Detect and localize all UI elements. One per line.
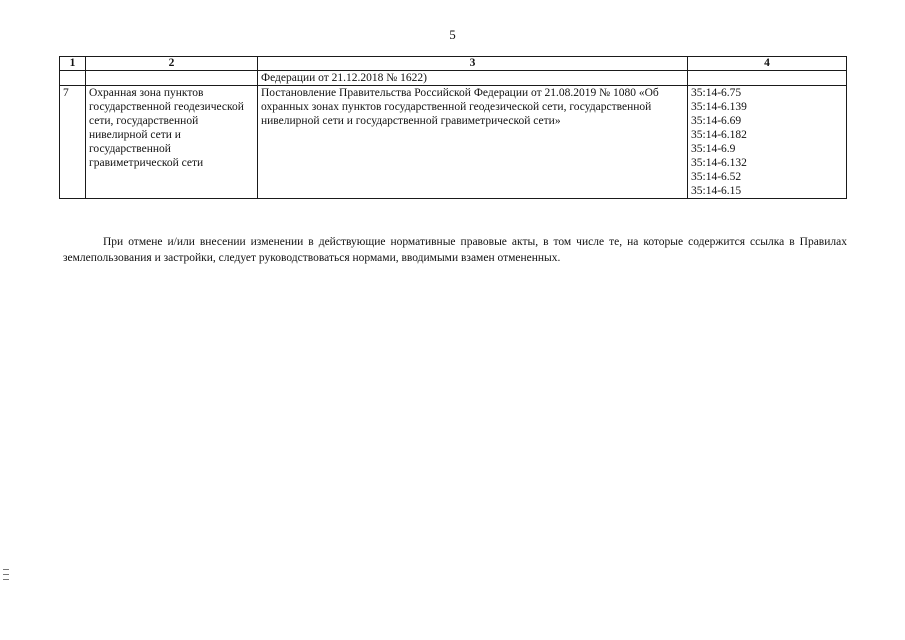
registry-code: 35:14-6.139 [691,101,747,113]
table-header-row [60,57,847,71]
registry-code: 35:14-6.15 [691,185,742,197]
zone-name: Охранная зона пунктов государственной геодезической сети, государственной нивелирной сети и государственной гравиметрической сети [86,86,258,199]
continuation-col-3: Федерации от 21.12.2018 № 1622) [258,71,688,86]
footnote-paragraph: При отмене и/или внесении изменении в действующие нормативные правовые акты, в том числе те, на которые содержится ссылка в Правилах землепользования и застройки, следует руководствоваться нормами, вводимыми взамен отмененных. [63,235,847,264]
zones-table [59,56,847,199]
registry-code: 35:14-6.9 [691,143,736,155]
header-col-4: 4 [688,57,847,71]
margin-scan-mark [3,569,9,587]
continuation-col-1 [60,71,86,86]
registry-code: 35:14-6.69 [691,115,742,127]
registry-code: 35:14-6.75 [691,87,742,99]
header-col-3: 3 [258,57,688,71]
header-col-1: 1 [60,57,86,71]
legal-basis: Постановление Правительства Российской Федерации от 21.08.2019 № 1080 «Об охранных зонах пунктов государственной геодезической сети, государственной нивелирной сети и государственной гравиметрической сети» [258,86,688,199]
header-col-2: 2 [86,57,258,71]
table-row-continuation [60,71,847,86]
continuation-col-2 [86,71,258,86]
row-number: 7 [60,86,86,199]
registry-codes [688,86,847,199]
page-number: 5 [449,27,456,42]
registry-code: 35:14-6.182 [691,129,747,141]
registry-code: 35:14-6.52 [691,171,742,183]
continuation-col-4 [688,71,847,86]
table-row [60,86,847,199]
registry-code: 35:14-6.132 [691,157,747,169]
